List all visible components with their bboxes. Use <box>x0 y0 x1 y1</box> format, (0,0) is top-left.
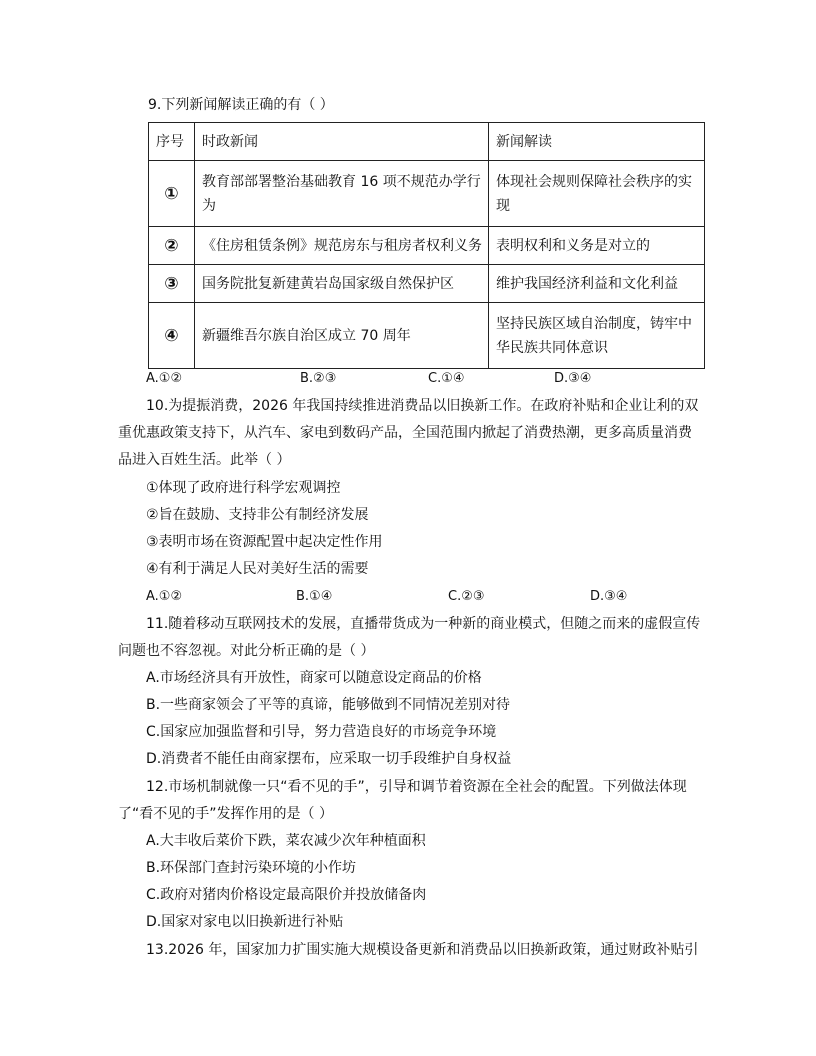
row-no: ③ <box>149 265 195 303</box>
q9-stem: 9.下列新闻解读正确的有（ ） <box>148 97 334 113</box>
header-no: 序号 <box>149 123 195 161</box>
q12-option-c: C.政府对猪肉价格设定最高限价并投放储备肉 <box>146 887 427 903</box>
q10-option-a: A.①② <box>146 589 183 604</box>
q11-stem-line: 11.随着移动互联网技术的发展，直播带货成为一种新的商业模式，但随之而来的虚假宣传 <box>146 616 701 632</box>
q10-option-d: D.③④ <box>590 589 628 604</box>
row-no: ④ <box>149 303 195 369</box>
header-interp: 新闻解读 <box>489 123 705 161</box>
q9-option-c: C.①④ <box>428 371 465 386</box>
row-interp: 维护我国经济利益和文化利益 <box>489 265 705 303</box>
q12-stem-line: 12.市场机制就像一只“看不见的手”，引导和调节着资源在全社会的配置。下列做法体现 <box>146 779 687 795</box>
row-news: 新疆维吾尔族自治区成立 70 周年 <box>195 303 489 369</box>
q11-stem-line: 问题也不容忽视。对此分析正确的是（ ） <box>118 643 375 659</box>
table-row <box>149 227 705 265</box>
q12-option-b: B.环保部门查封污染环境的小作坊 <box>146 860 357 876</box>
q11-option-a: A.市场经济具有开放性，商家可以随意设定商品的价格 <box>146 670 482 686</box>
table-row <box>149 265 705 303</box>
row-no: ① <box>149 161 195 227</box>
q11-option-b: B.一些商家领会了平等的真谛，能够做到不同情况差别对待 <box>146 697 511 713</box>
q10-statement: ③表明市场在资源配置中起决定性作用 <box>146 534 383 550</box>
q9-option-b: B.②③ <box>300 371 337 386</box>
row-interp: 体现社会规则保障社会秩序的实现 <box>489 161 705 227</box>
q10-option-c: C.②③ <box>448 589 485 604</box>
table-header-row <box>149 123 705 161</box>
header-news: 时政新闻 <box>195 123 489 161</box>
q10-stem-line: 重优惠政策支持下，从汽车、家电到数码产品，全国范围内掀起了消费热潮，更多高质量消费 <box>118 425 692 441</box>
row-interp: 表明权利和义务是对立的 <box>489 227 705 265</box>
q12-option-a: A.大丰收后菜价下跌，菜农减少次年种植面积 <box>146 833 426 849</box>
table-row <box>149 161 705 227</box>
q10-statement: ②旨在鼓励、支持非公有制经济发展 <box>146 507 369 523</box>
q9-option-a: A.①② <box>146 371 183 386</box>
q11-option-c: C.国家应加强监督和引导，努力营造良好的市场竞争环境 <box>146 724 497 740</box>
q10-statement: ①体现了政府进行科学宏观调控 <box>146 480 341 496</box>
q10-statement: ④有利于满足人民对美好生活的需要 <box>146 561 369 577</box>
q10-stem-line: 10.为提振消费，2026 年我国持续推进消费品以旧换新工作。在政府补贴和企业让利的双 <box>146 398 699 414</box>
row-news: 教育部部署整治基础教育 16 项不规范办学行为 <box>195 161 489 227</box>
row-news: 国务院批复新建黄岩岛国家级自然保护区 <box>195 265 489 303</box>
q10-option-b: B.①④ <box>296 589 333 604</box>
row-no: ② <box>149 227 195 265</box>
q12-option-d: D.国家对家电以旧换新进行补贴 <box>146 914 344 930</box>
row-interp: 坚持民族区域自治制度，铸牢中华民族共同体意识 <box>489 303 705 369</box>
q13-stem-line: 13.2026 年，国家加力扩围实施大规模设备更新和消费品以旧换新政策，通过财政补贴引 <box>146 942 699 958</box>
q12-stem-line: 了“看不见的手”发挥作用的是（ ） <box>118 806 333 822</box>
table-row <box>149 303 705 369</box>
q10-stem-line: 品进入百姓生活。此举（ ） <box>118 452 291 468</box>
q9-option-d: D.③④ <box>554 371 592 386</box>
row-news: 《住房租赁条例》规范房东与租房者权利义务 <box>195 227 489 265</box>
q11-option-d: D.消费者不能任由商家摆布，应采取一切手段维护自身权益 <box>146 751 512 767</box>
news-table <box>148 122 705 369</box>
